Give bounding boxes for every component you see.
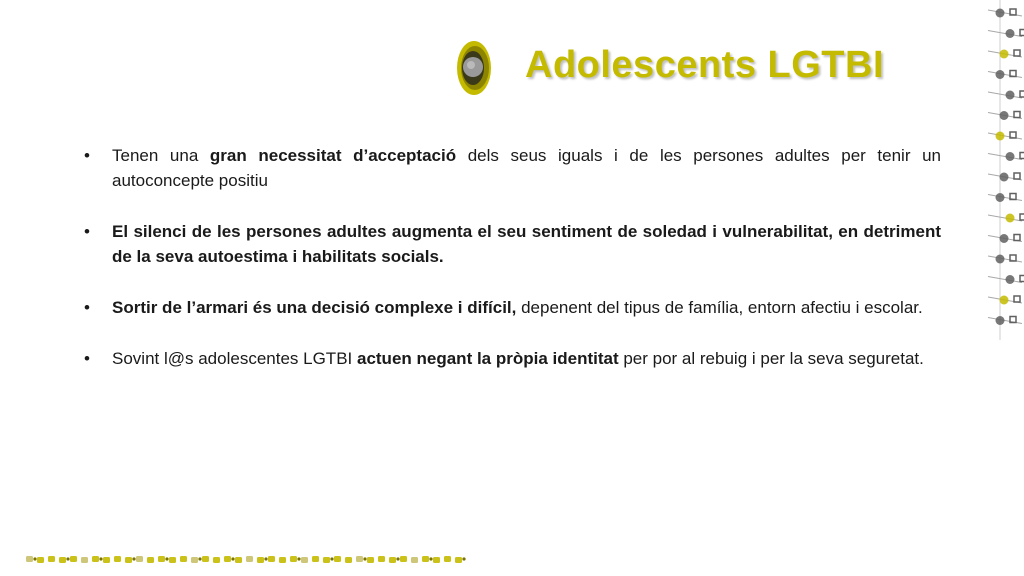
bullet-text	[112, 298, 923, 317]
olive-ring-logo-icon	[454, 38, 494, 98]
bullet-segment-bold: El silenci de les persones adultes augmenta el seu sentiment de soledad i vulnerabilitat, en detriment de la seva autoestima i habilitats socials.	[112, 222, 941, 266]
bullet-segment: Tenen una	[112, 146, 210, 165]
bullet-marker: •	[84, 222, 90, 241]
bullet-list	[84, 143, 941, 371]
bullet-segment: depenent del tipus de família, entorn afectiu i escolar.	[516, 298, 923, 317]
bullet-marker: •	[84, 349, 90, 368]
bullet-marker: •	[84, 298, 90, 317]
bullet-segment: dels seus iguals i de les persones adultes per tenir un autoconcepte positiu	[112, 146, 942, 190]
horizontal-dotted-ornament-icon	[26, 552, 466, 568]
bullet-segment: Sovint l@s adolescentes LGTBI	[112, 349, 357, 368]
bullet-segment: per por al rebuig i per la seva seguretat.	[618, 349, 924, 368]
bullet-text	[112, 349, 924, 368]
bullet-text	[112, 146, 941, 190]
bullet-item	[84, 219, 941, 269]
bullet-marker: •	[84, 146, 90, 165]
bullet-segment-bold: gran necessitat d’acceptació	[209, 146, 457, 165]
bullet-segment-bold: Sortir de l’armari és una decisió complexe i difícil,	[112, 298, 517, 317]
bullet-text	[112, 222, 941, 266]
bullet-segment-bold: actuen negant la pròpia identitat	[356, 349, 619, 368]
slide-title: Adolescents LGTBI	[525, 44, 884, 86]
bullet-item	[84, 143, 941, 193]
vertical-chain-ornament-icon	[986, 0, 1024, 340]
bullet-item	[84, 346, 941, 371]
bullet-item	[84, 295, 941, 320]
